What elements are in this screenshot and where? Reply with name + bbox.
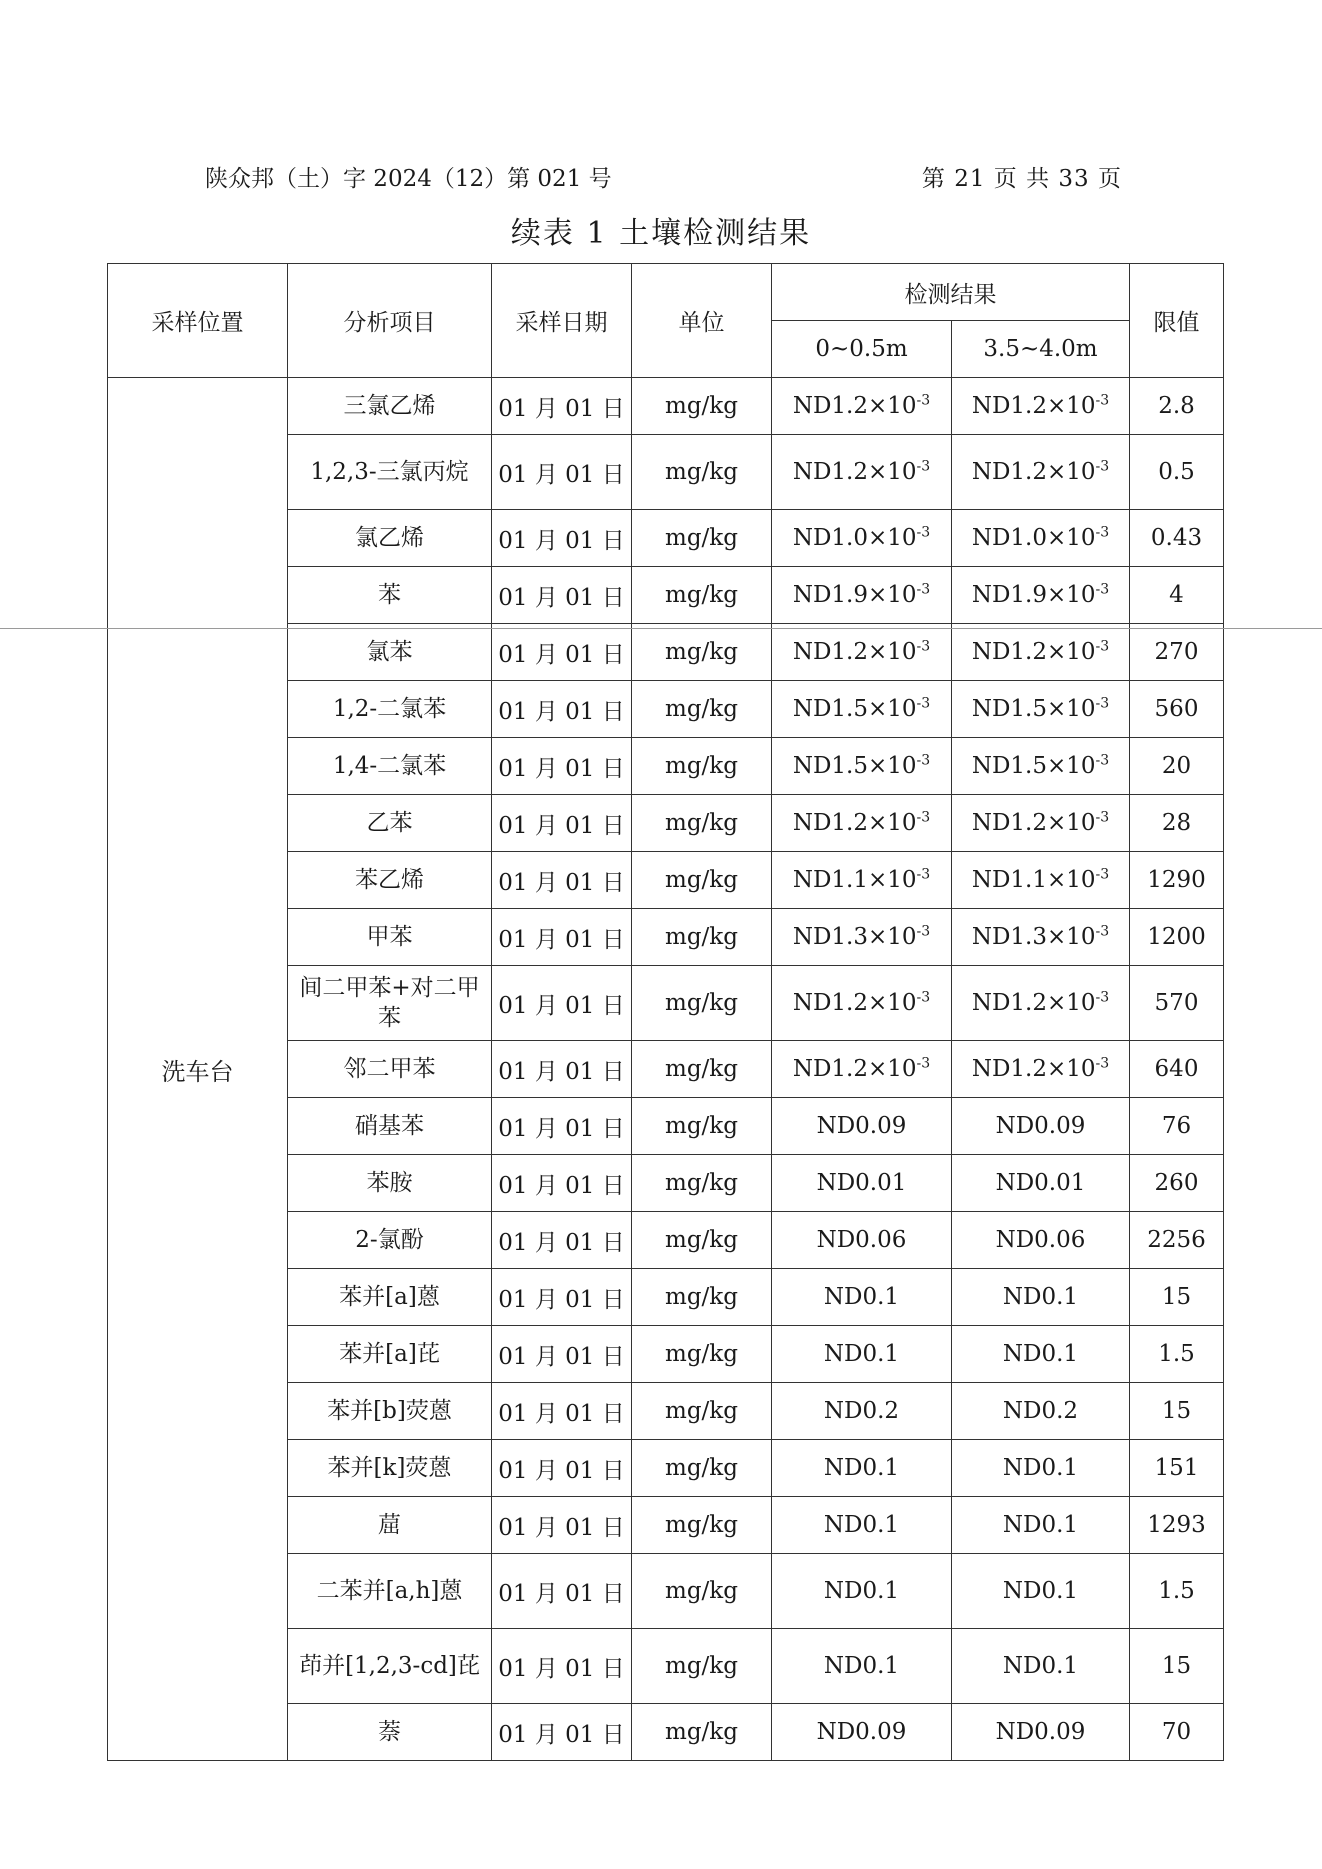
result-depth-2 [952,909,1130,966]
result-exponent: -3 [916,752,931,769]
result-depth-1 [772,1383,952,1440]
result-value: ND0.1 [1002,1512,1079,1538]
result-exponent: -3 [1095,524,1110,541]
sampling-date: 01 月 01 日 [492,510,632,567]
unit: mg/kg [632,510,772,567]
result-depth-2 [952,1554,1130,1629]
limit-value: 151 [1130,1440,1224,1497]
sampling-date: 01 月 01 日 [492,1704,632,1761]
result-depth-1 [772,966,952,1041]
unit: mg/kg [632,681,772,738]
result-exponent: -3 [1095,392,1110,409]
result-exponent: -3 [916,638,931,655]
result-value: ND1.9×10 [792,582,917,608]
result-value: ND1.3×10 [971,924,1096,950]
result-exponent: -3 [916,866,931,883]
limit-value: 15 [1130,1629,1224,1704]
result-exponent: -3 [916,581,931,598]
unit: mg/kg [632,1098,772,1155]
unit: mg/kg [632,567,772,624]
result-depth-2 [952,1704,1130,1761]
result-value: ND1.3×10 [792,924,917,950]
result-depth-2 [952,852,1130,909]
result-exponent: -3 [1095,1055,1110,1072]
result-depth-2 [952,1098,1130,1155]
limit-value: 260 [1130,1155,1224,1212]
result-depth-2 [952,510,1130,567]
sampling-date: 01 月 01 日 [492,966,632,1041]
result-exponent: -3 [916,989,931,1006]
analysis-item: 1,4-二氯苯 [288,738,492,795]
sampling-date: 01 月 01 日 [492,1383,632,1440]
analysis-item: 2-氯酚 [288,1212,492,1269]
result-value: ND0.01 [816,1170,907,1196]
result-depth-1 [772,1554,952,1629]
analysis-item: 硝基苯 [288,1098,492,1155]
result-depth-1 [772,795,952,852]
limit-value: 0.5 [1130,435,1224,510]
sampling-date: 01 月 01 日 [492,1497,632,1554]
result-value: ND0.1 [1002,1341,1079,1367]
result-value: ND1.2×10 [792,1056,917,1082]
result-value: ND1.2×10 [792,810,917,836]
limit-value: 20 [1130,738,1224,795]
header-depth-2: 3.5~4.0m [952,321,1130,378]
result-depth-2 [952,1629,1130,1704]
result-value: ND0.1 [823,1284,900,1310]
sampling-date: 01 月 01 日 [492,624,632,681]
result-exponent: -3 [1095,752,1110,769]
result-depth-2 [952,966,1130,1041]
result-value: ND1.2×10 [971,459,1096,485]
limit-value: 1.5 [1130,1326,1224,1383]
result-depth-1 [772,909,952,966]
sampling-location: 洗车台 [108,378,288,1761]
analysis-item: 苯 [288,567,492,624]
header-location: 采样位置 [108,264,288,378]
analysis-item: 萘 [288,1704,492,1761]
result-value: ND1.5×10 [792,753,917,779]
result-depth-1 [772,852,952,909]
result-depth-2 [952,1326,1130,1383]
unit: mg/kg [632,1041,772,1098]
result-value: ND0.1 [823,1455,900,1481]
result-exponent: -3 [916,695,931,712]
result-depth-1 [772,681,952,738]
limit-value: 15 [1130,1269,1224,1326]
limit-value: 28 [1130,795,1224,852]
result-exponent: -3 [1095,809,1110,826]
result-value: ND0.09 [816,1719,907,1745]
result-depth-1 [772,1155,952,1212]
result-depth-2 [952,738,1130,795]
result-exponent: -3 [916,458,931,475]
table-title: 续表 1 土壤检测结果 [510,216,812,251]
unit: mg/kg [632,1704,772,1761]
header-item: 分析项目 [288,264,492,378]
analysis-item: 苯并[k]荧蒽 [288,1440,492,1497]
header-limit: 限值 [1130,264,1224,378]
sampling-date: 01 月 01 日 [492,1212,632,1269]
unit: mg/kg [632,1383,772,1440]
sampling-date: 01 月 01 日 [492,738,632,795]
limit-value: 640 [1130,1041,1224,1098]
sampling-date: 01 月 01 日 [492,795,632,852]
analysis-item: 乙苯 [288,795,492,852]
result-exponent: -3 [916,524,931,541]
analysis-item: 苯胺 [288,1155,492,1212]
result-depth-1 [772,738,952,795]
analysis-item: 三氯乙烯 [288,378,492,435]
result-depth-2 [952,1383,1130,1440]
result-exponent: -3 [1095,581,1110,598]
limit-value: 1290 [1130,852,1224,909]
result-value: ND0.09 [995,1113,1086,1139]
analysis-item: 苯并[b]荧蒽 [288,1383,492,1440]
result-depth-1 [772,1041,952,1098]
result-exponent: -3 [916,809,931,826]
table-header [108,264,1224,378]
unit: mg/kg [632,909,772,966]
result-value: ND0.1 [1002,1578,1079,1604]
result-depth-1 [772,624,952,681]
sampling-date: 01 月 01 日 [492,1098,632,1155]
limit-value: 1293 [1130,1497,1224,1554]
result-exponent: -3 [1095,458,1110,475]
result-depth-1 [772,1704,952,1761]
result-value: ND1.2×10 [971,1056,1096,1082]
result-value: ND0.1 [823,1341,900,1367]
header-depth-1: 0~0.5m [772,321,952,378]
result-value: ND1.5×10 [971,696,1096,722]
result-depth-1 [772,1098,952,1155]
result-exponent: -3 [916,923,931,940]
table-body [108,378,1224,1761]
analysis-item: 苯并[a]芘 [288,1326,492,1383]
analysis-item: 䓛 [288,1497,492,1554]
sampling-date: 01 月 01 日 [492,435,632,510]
result-value: ND1.0×10 [971,525,1096,551]
analysis-item: 甲苯 [288,909,492,966]
limit-value: 76 [1130,1098,1224,1155]
sampling-date: 01 月 01 日 [492,681,632,738]
result-value: ND0.2 [1002,1398,1079,1424]
unit: mg/kg [632,1326,772,1383]
table-row [108,378,1224,435]
result-depth-1 [772,378,952,435]
limit-value: 2.8 [1130,378,1224,435]
sampling-date: 01 月 01 日 [492,1155,632,1212]
analysis-item: 间二甲苯+对二甲苯 [288,966,492,1041]
unit: mg/kg [632,435,772,510]
sampling-date: 01 月 01 日 [492,1326,632,1383]
sampling-date: 01 月 01 日 [492,1041,632,1098]
limit-value: 1.5 [1130,1554,1224,1629]
result-value: ND1.2×10 [792,639,917,665]
analysis-item: 氯乙烯 [288,510,492,567]
result-value: ND1.1×10 [971,867,1096,893]
result-depth-2 [952,1440,1130,1497]
result-value: ND1.2×10 [971,393,1096,419]
result-exponent: -3 [1095,866,1110,883]
limit-value: 560 [1130,681,1224,738]
sampling-date: 01 月 01 日 [492,378,632,435]
result-depth-1 [772,1326,952,1383]
result-value: ND1.5×10 [971,753,1096,779]
result-depth-2 [952,795,1130,852]
limit-value: 15 [1130,1383,1224,1440]
unit: mg/kg [632,1554,772,1629]
result-depth-2 [952,1041,1130,1098]
limit-value: 1200 [1130,909,1224,966]
result-value: ND1.0×10 [792,525,917,551]
result-value: ND0.09 [995,1719,1086,1745]
limit-value: 70 [1130,1704,1224,1761]
analysis-item: 1,2,3-三氯丙烷 [288,435,492,510]
limit-value: 4 [1130,567,1224,624]
sampling-date: 01 月 01 日 [492,1554,632,1629]
unit: mg/kg [632,1497,772,1554]
unit: mg/kg [632,852,772,909]
sampling-date: 01 月 01 日 [492,1269,632,1326]
result-exponent: -3 [916,392,931,409]
result-value: ND1.2×10 [792,393,917,419]
analysis-item: 1,2-二氯苯 [288,681,492,738]
soil-results-table [107,263,1224,1761]
result-value: ND0.1 [823,1653,900,1679]
result-depth-2 [952,624,1130,681]
unit: mg/kg [632,1629,772,1704]
result-exponent: -3 [1095,923,1110,940]
result-value: ND1.2×10 [971,810,1096,836]
limit-value: 270 [1130,624,1224,681]
result-depth-2 [952,1269,1130,1326]
unit: mg/kg [632,1269,772,1326]
result-value: ND1.2×10 [971,990,1096,1016]
result-value: ND0.06 [995,1227,1086,1253]
result-depth-1 [772,435,952,510]
limit-value: 570 [1130,966,1224,1041]
result-value: ND1.2×10 [792,990,917,1016]
result-depth-1 [772,1497,952,1554]
page-info: 第 21 页 共 33 页 [921,166,1122,192]
unit: mg/kg [632,624,772,681]
limit-value: 0.43 [1130,510,1224,567]
sampling-date: 01 月 01 日 [492,1629,632,1704]
result-exponent: -3 [1095,638,1110,655]
report-number: 陕众邦（土）字 2024（12）第 021 号 [205,166,612,192]
header-unit: 单位 [632,264,772,378]
result-depth-1 [772,1269,952,1326]
result-depth-1 [772,567,952,624]
sampling-date: 01 月 01 日 [492,1440,632,1497]
analysis-item: 苯并[a]蒽 [288,1269,492,1326]
result-value: ND0.06 [816,1227,907,1253]
result-value: ND1.2×10 [971,639,1096,665]
result-depth-2 [952,1212,1130,1269]
result-exponent: -3 [1095,989,1110,1006]
result-value: ND0.01 [995,1170,1086,1196]
unit: mg/kg [632,1440,772,1497]
header-date: 采样日期 [492,264,632,378]
unit: mg/kg [632,378,772,435]
analysis-item: 苯乙烯 [288,852,492,909]
result-value: ND1.1×10 [792,867,917,893]
result-depth-1 [772,1629,952,1704]
result-depth-2 [952,1155,1130,1212]
result-value: ND0.09 [816,1113,907,1139]
unit: mg/kg [632,1155,772,1212]
sampling-date: 01 月 01 日 [492,909,632,966]
result-depth-2 [952,681,1130,738]
result-depth-2 [952,378,1130,435]
analysis-item: 茚并[1,2,3-cd]芘 [288,1629,492,1704]
unit: mg/kg [632,966,772,1041]
result-value: ND1.9×10 [971,582,1096,608]
unit: mg/kg [632,1212,772,1269]
sampling-date: 01 月 01 日 [492,567,632,624]
result-value: ND0.1 [823,1578,900,1604]
limit-value: 2256 [1130,1212,1224,1269]
result-value: ND0.1 [1002,1653,1079,1679]
result-value: ND0.1 [1002,1284,1079,1310]
result-value: ND0.1 [1002,1455,1079,1481]
unit: mg/kg [632,795,772,852]
result-value: ND1.2×10 [792,459,917,485]
scan-line [0,628,1322,629]
analysis-item: 氯苯 [288,624,492,681]
analysis-item: 二苯并[a,h]蒽 [288,1554,492,1629]
result-depth-2 [952,1497,1130,1554]
result-depth-2 [952,435,1130,510]
analysis-item: 邻二甲苯 [288,1041,492,1098]
result-exponent: -3 [916,1055,931,1072]
sampling-date: 01 月 01 日 [492,852,632,909]
unit: mg/kg [632,738,772,795]
result-depth-2 [952,567,1130,624]
result-depth-1 [772,1212,952,1269]
result-exponent: -3 [1095,695,1110,712]
result-depth-1 [772,1440,952,1497]
result-value: ND0.2 [823,1398,900,1424]
result-depth-1 [772,510,952,567]
result-value: ND0.1 [823,1512,900,1538]
header-result: 检测结果 [772,264,1130,321]
result-value: ND1.5×10 [792,696,917,722]
